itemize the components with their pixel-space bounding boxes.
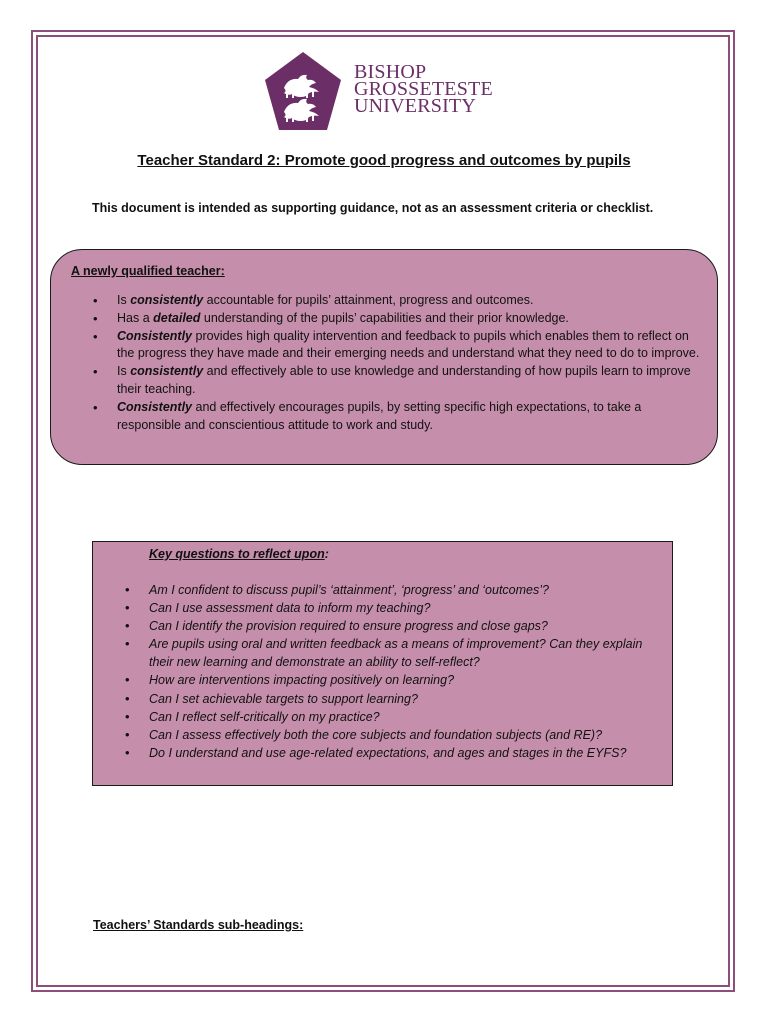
list-item: • Are pupils using oral and written feedback as a means of improvement? Can they explain their new learning and demonstrate an ability to self-reflect? [149,635,664,671]
key-questions-list [149,581,664,762]
nqt-list [117,292,703,434]
wordmark-line-3: UNIVERSITY [354,95,476,117]
list-item: • Consistently and effectively encourages pupils, by setting specific high expectations, to take a responsible and conscientious attitude to work and study. [117,399,703,435]
list-item: • Is consistently accountable for pupils’ attainment, progress and outcomes. [117,292,703,310]
list-item: • Can I assess effectively both the core subjects and foundation subjects (and RE)? [149,726,664,744]
list-item: • Can I use assessment data to inform my teaching? [149,599,664,617]
list-item: • Can I set achievable targets to support learning? [149,690,664,708]
intro-text: This document is intended as supporting guidance, not as an assessment criteria or checklist. [92,201,654,215]
university-wordmark [354,61,493,117]
list-item: • Has a detailed understanding of the pupils’ capabilities and their prior knowledge. [117,310,703,328]
university-logo [262,50,512,134]
list-item: • How are interventions impacting positively on learning? [149,671,664,689]
list-item: • Is consistently and effectively able to use knowledge and understanding of how pupils learn to improve their teaching. [117,363,703,399]
list-item: • Am I confident to discuss pupil’s ‘attainment’, ‘progress’ and ‘outcomes’? [149,581,664,599]
key-questions-panel [92,541,673,786]
list-item: • Can I identify the provision required to ensure progress and close gaps? [149,617,664,635]
page-border-inner [36,35,730,987]
list-item: • Do I understand and use age-related expectations, and ages and stages in the EYFS? [149,744,664,762]
wordmark-line-2: GROSSETESTE [354,78,493,100]
nqt-panel [50,249,718,465]
list-item: • Consistently provides high quality intervention and feedback to pupils which enables them to reflect on the progress they have made and their emerging needs and understand what they need to do to improve. [117,328,703,364]
subheadings-title: Teachers’ Standards sub-headings: [93,918,304,932]
wordmark-line-1: BISHOP [354,61,427,83]
list-item: • Can I reflect self-critically on my practice? [149,708,664,726]
lions-crest-icon [262,50,344,132]
nqt-heading: A newly qualified teacher: [71,264,225,278]
key-questions-heading: Key questions to reflect upon: [149,547,329,561]
page-title: Teacher Standard 2: Promote good progress and outcomes by pupils [137,152,631,169]
